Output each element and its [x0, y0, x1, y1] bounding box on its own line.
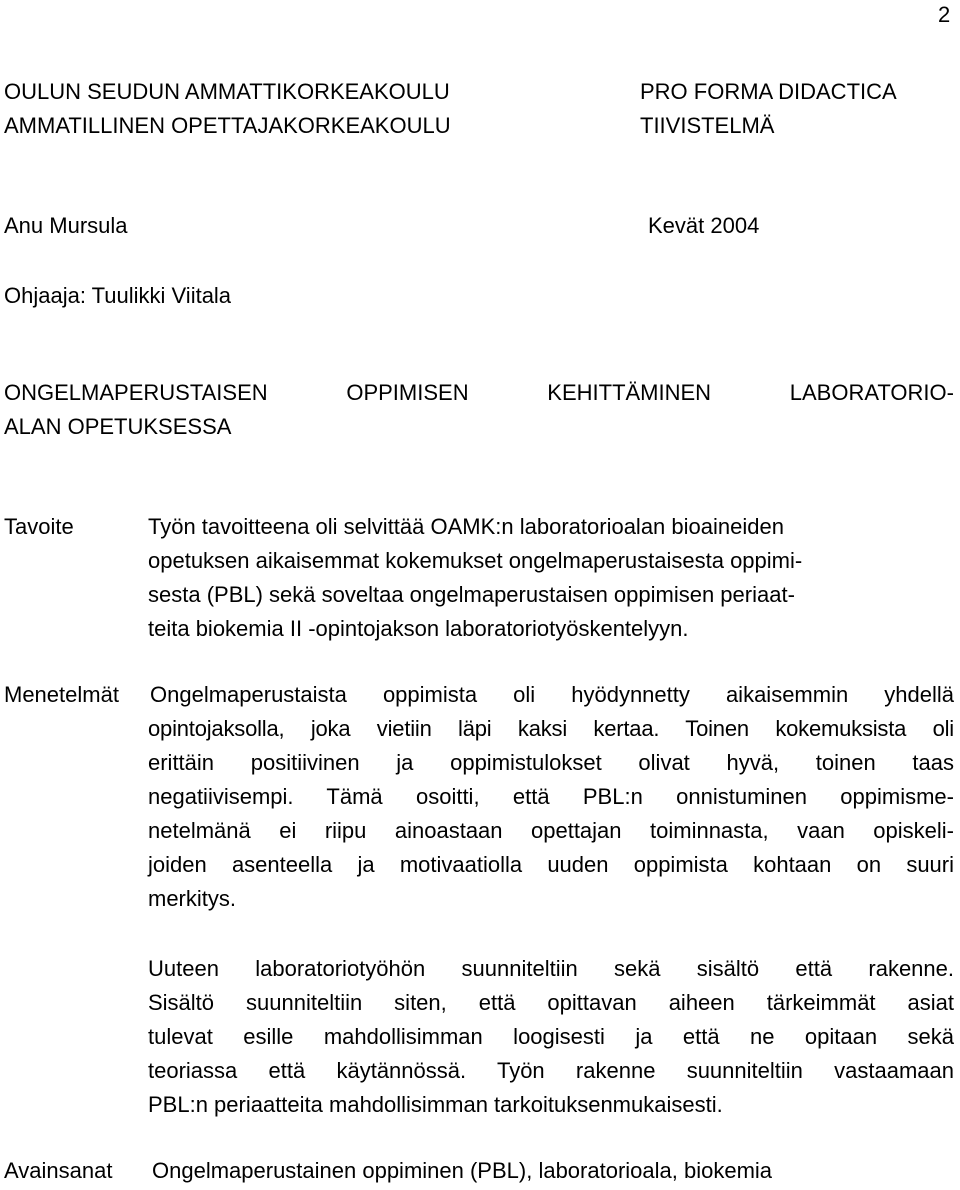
body-line: netelmänä ei riipu ainoastaan opettajan toiminnasta, vaan opiskeli- — [148, 818, 954, 843]
body-line: Uuteen laboratoriotyöhön suunniteltiin sekä sisältö että rakenne. — [148, 956, 954, 981]
title-word: LABORATORIO- — [789, 380, 954, 405]
body-line: sesta (PBL) sekä soveltaa ongelmaperustaisen oppimisen periaat- — [148, 582, 795, 607]
document-subtype: TIIVISTELMÄ — [640, 113, 775, 138]
body-line: Sisältö suunniteltiin siten, että opittavan aiheen tärkeimmät asiat — [148, 990, 954, 1015]
date: Kevät 2004 — [648, 213, 760, 238]
institution-unit: AMMATILLINEN OPETTAJAKORKEAKOULU — [4, 113, 451, 138]
body-line: negatiivisempi. Tämä osoitti, että PBL:n onnistuminen oppimisme- — [148, 784, 954, 809]
section-label: Avainsanat — [4, 1158, 113, 1183]
body-line: PBL:n periaatteita mahdollisimman tarkoituksenmukaisesti. — [148, 1092, 723, 1117]
body-line: joiden asenteella ja motivaatiolla uuden oppimista kohtaan on suuri — [148, 852, 954, 877]
keywords: Ongelmaperustainen oppiminen (PBL), laboratorioala, biokemia — [152, 1158, 773, 1183]
supervisor: Ohjaaja: Tuulikki Viitala — [4, 283, 232, 308]
body-line: teita biokemia II -opintojakson laboratoriotyöskentelyyn. — [148, 616, 689, 641]
page-number: 2 — [938, 2, 951, 27]
body-line: tulevat esille mahdollisimman loogisesti ja että ne opitaan sekä — [148, 1024, 954, 1049]
section-label: Tavoite — [4, 514, 74, 539]
body-line: Työn tavoitteena oli selvittää OAMK:n laboratorioalan bioaineiden — [148, 514, 784, 539]
body-line: erittäin positiivinen ja oppimistulokset olivat hyvä, toinen taas — [148, 750, 954, 775]
title-line-2: ALAN OPETUKSESSA — [4, 414, 232, 439]
body-line: opetuksen aikaisemmat kokemukset ongelmaperustaisesta oppimi- — [148, 548, 803, 573]
body-line: teoriassa että käytännössä. Työn rakenne suunniteltiin vastaamaan — [148, 1058, 954, 1083]
title-line-1 — [4, 380, 954, 406]
body-line: opintojaksolla, joka vietiin läpi kaksi kertaa. Toinen kokemuksista oli — [148, 716, 954, 741]
body-line: merkitys. — [148, 886, 236, 911]
body-line: Ongelmaperustaista oppimista oli hyödynnetty aikaisemmin yhdellä — [150, 682, 954, 707]
title-word: KEHITTÄMINEN — [547, 380, 712, 405]
author: Anu Mursula — [4, 213, 128, 238]
document-type: PRO FORMA DIDACTICA — [640, 79, 897, 104]
title-word: OPPIMISEN — [346, 380, 469, 405]
section-label: Menetelmät — [4, 682, 119, 707]
institution-name: OULUN SEUDUN AMMATTIKORKEAKOULU — [4, 79, 450, 104]
title-word: ONGELMAPERUSTAISEN — [4, 380, 268, 405]
